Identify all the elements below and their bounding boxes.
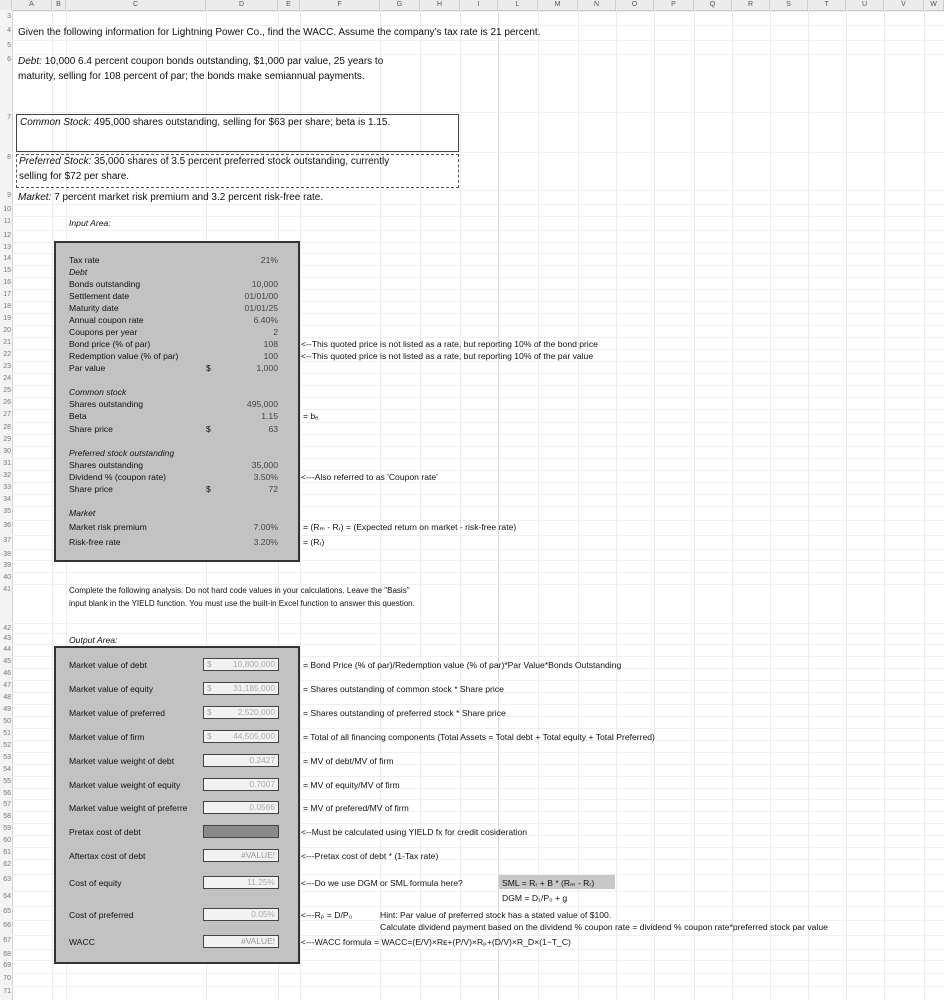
- preferred-share-price-value[interactable]: 72: [268, 484, 278, 494]
- cost-of-equity-note: <---Do we use DGM or SML formula here?: [301, 878, 463, 888]
- par-value-dollar-sign: $: [206, 363, 211, 373]
- mv-equity-cell[interactable]: [203, 682, 279, 695]
- risk-free-rate-value[interactable]: 3.20%: [253, 537, 278, 547]
- preferred-stock-box[interactable]: [16, 154, 459, 188]
- row-header-12[interactable]: 12: [0, 232, 12, 239]
- row-header-28[interactable]: 28: [0, 424, 12, 431]
- row-header-51[interactable]: 51: [0, 730, 12, 737]
- aftertax-cost-of-debt-cell[interactable]: #VALUE!: [203, 849, 279, 862]
- cost-of-equity-cell[interactable]: 11.25%: [203, 876, 279, 889]
- row-header-66[interactable]: 66: [0, 922, 12, 929]
- wacc-cell[interactable]: #VALUE!: [203, 935, 279, 948]
- row-header-38[interactable]: 38: [0, 551, 12, 558]
- weight-debt-label: Market value weight of debt: [69, 756, 175, 766]
- risk-free-rate-label: Risk-free rate: [69, 537, 121, 547]
- row-gridline: [12, 40, 944, 41]
- mv-preferred-value: 2,520,000: [237, 707, 275, 717]
- settlement-date-label: Settlement date: [69, 291, 130, 301]
- row-header-35[interactable]: 35: [0, 508, 12, 515]
- row-header-63[interactable]: 63: [0, 876, 12, 883]
- bond-price-label: Bond price (% of par): [69, 339, 151, 349]
- row-gridline: [12, 986, 944, 987]
- row-header-17[interactable]: 17: [0, 291, 12, 298]
- debt-label: Debt:: [18, 56, 42, 67]
- row-header-61[interactable]: 61: [0, 849, 12, 856]
- tax-rate-value[interactable]: 21%: [260, 255, 278, 265]
- dgm-formula: DGM = D₁/P₀ + g: [502, 893, 568, 903]
- preferred-share-price-label: Share price: [69, 484, 113, 494]
- preferred-stock-label: Preferred Stock:: [19, 156, 92, 167]
- instructions-line1: Complete the following analysis. Do not hard code values in your calculations. Leave the "Basis": [69, 586, 410, 595]
- coupons-per-year-value[interactable]: 2: [273, 327, 278, 337]
- bond-price-value[interactable]: 108: [263, 339, 278, 349]
- coupons-per-year-label: Coupons per year: [69, 327, 138, 337]
- row-gridline: [12, 190, 944, 191]
- cost-of-equity-label: Cost of equity: [69, 878, 122, 888]
- row-header-6[interactable]: 6: [0, 56, 12, 63]
- redemption-value-label: Redemption value (% of par): [69, 351, 179, 361]
- risk-free-rate-note: = (Rᵣ): [303, 537, 325, 547]
- row-header-16[interactable]: 16: [0, 279, 12, 286]
- settlement-date-value[interactable]: 01/01/00: [244, 291, 278, 301]
- col-header-t[interactable]: T: [808, 0, 846, 10]
- row-gridline: [12, 25, 944, 26]
- weight-debt-cell[interactable]: 0.2427: [203, 754, 279, 767]
- col-header-q[interactable]: Q: [694, 0, 732, 10]
- weight-preferred-label: Market value weight of preferre: [69, 803, 188, 813]
- row-header-32[interactable]: 32: [0, 472, 12, 479]
- row-gridline: [12, 11, 944, 12]
- row-gridline: [12, 112, 944, 113]
- row-header-3[interactable]: 3: [0, 13, 12, 20]
- annual-coupon-rate-label: Annual coupon rate: [69, 315, 144, 325]
- row-header-45[interactable]: 45: [0, 658, 12, 665]
- row-header-52[interactable]: 52: [0, 742, 12, 749]
- row-header-43[interactable]: 43: [0, 635, 12, 642]
- row-gridline: [12, 623, 944, 624]
- beta-note: = bₑ: [303, 411, 319, 421]
- wacc-note: <---WACC formula = WACC=(E/V)×Rᴇ+(P/V)×Rₚ+(D/V)×R_D×(1−T_C): [301, 937, 571, 947]
- output-area-title: Output Area:: [69, 635, 118, 645]
- col-header-p[interactable]: P: [654, 0, 694, 10]
- common-shares-outstanding-label: Shares outstanding: [69, 399, 144, 409]
- beta-value[interactable]: 1.15: [261, 411, 278, 421]
- preferred-shares-outstanding-value[interactable]: 35,000: [251, 460, 278, 470]
- beta-label: Beta: [69, 411, 87, 421]
- row-header-46[interactable]: 46: [0, 670, 12, 677]
- row-header-20[interactable]: 20: [0, 327, 12, 334]
- row-header-19[interactable]: 19: [0, 315, 12, 322]
- problem-intro: Given the following information for Lightning Power Co., find the WACC. Assume the company’s tax rate is 21 percent.: [18, 27, 541, 38]
- row-header-71[interactable]: 71: [0, 988, 12, 995]
- weight-preferred-cell[interactable]: 0.0566: [203, 801, 279, 814]
- row-header-11[interactable]: 11: [0, 218, 12, 225]
- row-header-50[interactable]: 50: [0, 718, 12, 725]
- row-header-49[interactable]: 49: [0, 706, 12, 713]
- mv-firm-value: 44,505,000: [233, 731, 275, 741]
- dividend-percent-label: Dividend % (coupon rate): [69, 472, 166, 482]
- row-header-7[interactable]: 7: [0, 114, 12, 121]
- common-stock-text: 495,000 shares outstanding, selling for $63 per share; beta is 1.15.: [93, 117, 391, 128]
- row-gridline: [12, 633, 944, 634]
- weight-debt-note: = MV of debt/MV of firm: [303, 756, 394, 766]
- market-description: [18, 192, 323, 203]
- row-header-36[interactable]: 36: [0, 522, 12, 529]
- hint-line1: Hint: Par value of preferred stock has a stated value of $100.: [380, 910, 612, 920]
- row-header-37[interactable]: 37: [0, 537, 12, 544]
- row-header-56[interactable]: 56: [0, 790, 12, 797]
- maturity-date-value[interactable]: 01/01/25: [244, 303, 278, 313]
- row-header-21[interactable]: 21: [0, 339, 12, 346]
- row-header-47[interactable]: 47: [0, 682, 12, 689]
- col-header-g[interactable]: G: [380, 0, 420, 10]
- mv-equity-note: = Shares outstanding of common stock * Share price: [303, 684, 504, 694]
- common-share-price-label: Share price: [69, 424, 113, 434]
- row-header-4[interactable]: 4: [0, 27, 12, 34]
- mv-equity-value: 31,185,000: [233, 683, 275, 693]
- preferred-stock-header: Preferred stock outstanding: [69, 448, 175, 458]
- row-header-62[interactable]: 62: [0, 861, 12, 868]
- weight-equity-label: Market value weight of equity: [69, 780, 181, 790]
- par-value-label: Par value: [69, 363, 106, 373]
- mv-debt-dollar-sign: $: [207, 659, 212, 669]
- par-value-value[interactable]: 1,000: [256, 363, 278, 373]
- mv-firm-label: Market value of firm: [69, 732, 145, 742]
- row-header-25[interactable]: 25: [0, 387, 12, 394]
- dividend-note: <---Also referred to as 'Coupon rate': [301, 472, 438, 482]
- col-header-n[interactable]: N: [578, 0, 616, 10]
- common-stock-label: Common Stock:: [20, 117, 92, 128]
- maturity-date-label: Maturity date: [69, 303, 119, 313]
- row-gridline: [12, 204, 944, 205]
- col-header-v[interactable]: V: [884, 0, 924, 10]
- input-area-title: Input Area:: [69, 218, 111, 228]
- mv-preferred-cell[interactable]: [203, 706, 279, 719]
- bonds-outstanding-value[interactable]: 10,000: [251, 279, 278, 289]
- market-risk-premium-note: = (Rₘ - Rᵣ) = (Expected return on market - risk-free rate): [303, 522, 517, 532]
- weight-equity-note: = MV of equity/MV of firm: [303, 780, 400, 790]
- common-stock-header: Common stock: [69, 387, 127, 397]
- row-header-65[interactable]: 65: [0, 908, 12, 915]
- mv-debt-label: Market value of debt: [69, 660, 147, 670]
- mv-debt-cell[interactable]: [203, 658, 279, 671]
- col-header-w[interactable]: W: [924, 0, 944, 10]
- row-header-22[interactable]: 22: [0, 351, 12, 358]
- row-gridline: [12, 216, 944, 217]
- row-header-24[interactable]: 24: [0, 375, 12, 382]
- row-header-55[interactable]: 55: [0, 778, 12, 785]
- preferred-stock-text-2: selling for $72 per share.: [19, 171, 130, 182]
- market-risk-premium-value[interactable]: 7.00%: [253, 522, 278, 532]
- col-header-f[interactable]: F: [300, 0, 380, 10]
- col-header-d[interactable]: D: [206, 0, 278, 10]
- row-header-58[interactable]: 58: [0, 813, 12, 820]
- row-header-10[interactable]: 10: [0, 206, 12, 213]
- mv-firm-note: = Total of all financing components (Total Assets = Total debt + Total equity + Total Preferred): [303, 732, 655, 742]
- row-header-44[interactable]: 44: [0, 646, 12, 653]
- wacc-label: WACC: [69, 937, 95, 947]
- col-header-i[interactable]: I: [460, 0, 498, 10]
- market-header: Market: [69, 508, 96, 518]
- row-header-23[interactable]: 23: [0, 363, 12, 370]
- market-risk-premium-label: Market risk premium: [69, 522, 147, 532]
- row-header-26[interactable]: 26: [0, 399, 12, 406]
- row-header-40[interactable]: 40: [0, 574, 12, 581]
- row-header-70[interactable]: 70: [0, 975, 12, 982]
- preferred-shares-outstanding-label: Shares outstanding: [69, 460, 144, 470]
- redemption-value-value[interactable]: 100: [263, 351, 278, 361]
- column-header-bar: [0, 0, 944, 11]
- row-gridline: [12, 230, 944, 231]
- common-share-price-value[interactable]: 63: [268, 424, 278, 434]
- col-header-s[interactable]: S: [770, 0, 808, 10]
- row-header-27[interactable]: 27: [0, 411, 12, 418]
- common-shares-outstanding-value[interactable]: 495,000: [246, 399, 278, 409]
- row-header-60[interactable]: 60: [0, 837, 12, 844]
- pretax-cost-of-debt-label: Pretax cost of debt: [69, 827, 141, 837]
- row-gridline: [12, 54, 944, 55]
- col-header-m[interactable]: M: [538, 0, 578, 10]
- mv-debt-note: = Bond Price (% of par)/Redemption value (% of par)*Par Value*Bonds Outstanding: [303, 660, 622, 670]
- row-gridline: [12, 152, 944, 153]
- row-header-30[interactable]: 30: [0, 448, 12, 455]
- debt-text-1: 10,000 6.4 percent coupon bonds outstanding, $1,000 par value, 25 years to: [44, 56, 384, 67]
- row-header-14[interactable]: 14: [0, 255, 12, 262]
- row-header-9[interactable]: 9: [0, 192, 12, 199]
- row-header-59[interactable]: 59: [0, 825, 12, 832]
- col-header-a[interactable]: A: [12, 0, 52, 10]
- common-share-price-dollar-sign: $: [206, 424, 211, 434]
- col-header-o[interactable]: O: [616, 0, 654, 10]
- mv-firm-dollar-sign: $: [207, 731, 212, 741]
- select-all-corner[interactable]: [0, 0, 12, 10]
- pretax-cost-of-debt-cell[interactable]: [203, 825, 279, 838]
- instructions-line2: input blank in the YIELD function. You must use the built-in Excel function to answer this question.: [69, 599, 415, 608]
- row-header-8[interactable]: 8: [0, 154, 12, 161]
- row-gridline: [12, 572, 944, 573]
- row-header-48[interactable]: 48: [0, 694, 12, 701]
- row-gridline: [12, 973, 944, 974]
- weight-preferred-note: = MV of prefered/MV of firm: [303, 803, 409, 813]
- mv-firm-cell[interactable]: [203, 730, 279, 743]
- market-text: 7 percent market risk premium and 3.2 percent risk-free rate.: [54, 192, 324, 203]
- row-gridline: [12, 644, 944, 645]
- bond-price-note: <--This quoted price is not listed as a rate, but reporting 10% of the bond price: [301, 339, 598, 349]
- hint-line2: Calculate dividend payment based on the dividend % coupon rate = dividend % coupon rate*preferred stock par value: [380, 922, 828, 932]
- mv-preferred-label: Market value of preferred: [69, 708, 166, 718]
- cost-of-preferred-note: <---Rₚ = D/P₀: [301, 910, 353, 920]
- debt-text-2: maturity, selling for 108 percent of par; the bonds make semiannual payments.: [18, 71, 365, 82]
- mv-preferred-dollar-sign: $: [207, 707, 212, 717]
- row-header-39[interactable]: 39: [0, 562, 12, 569]
- row-header-33[interactable]: 33: [0, 484, 12, 491]
- row-header-18[interactable]: 18: [0, 303, 12, 310]
- col-header-b[interactable]: B: [52, 0, 66, 10]
- row-header-54[interactable]: 54: [0, 766, 12, 773]
- col-header-l[interactable]: L: [498, 0, 538, 10]
- row-header-41[interactable]: 41: [0, 586, 12, 593]
- mv-preferred-note: = Shares outstanding of preferred stock * Share price: [303, 708, 506, 718]
- row-header-31[interactable]: 31: [0, 460, 12, 467]
- row-header-67[interactable]: 67: [0, 937, 12, 944]
- col-header-c[interactable]: C: [66, 0, 206, 10]
- mv-equity-dollar-sign: $: [207, 683, 212, 693]
- debt-header: Debt: [69, 267, 88, 277]
- sml-formula: SML = Rᵣ + B * (Rₘ - Rᵣ): [502, 878, 595, 888]
- col-header-e[interactable]: E: [278, 0, 300, 10]
- row-header-13[interactable]: 13: [0, 244, 12, 251]
- row-header-53[interactable]: 53: [0, 754, 12, 761]
- mv-equity-label: Market value of equity: [69, 684, 154, 694]
- row-header-34[interactable]: 34: [0, 496, 12, 503]
- weight-equity-cell[interactable]: 0.7007: [203, 778, 279, 791]
- col-header-r[interactable]: R: [732, 0, 770, 10]
- tax-rate-label: Tax rate: [69, 255, 100, 265]
- aftertax-note: <---Pretax cost of debt * (1-Tax rate): [301, 851, 439, 861]
- redemption-value-note: <--This quoted price is not listed as a rate, but reporting 10% of the par value: [301, 351, 594, 361]
- debt-description-line1: [18, 56, 383, 67]
- row-header-57[interactable]: 57: [0, 801, 12, 808]
- row-gridline: [12, 584, 944, 585]
- annual-coupon-rate-value[interactable]: 6.40%: [253, 315, 278, 325]
- preferred-share-price-dollar-sign: $: [206, 484, 211, 494]
- row-header-42[interactable]: 42: [0, 625, 12, 632]
- common-stock-box[interactable]: [16, 114, 459, 152]
- row-header-5[interactable]: 5: [0, 42, 12, 49]
- mv-debt-value: 10,800,000: [233, 659, 275, 669]
- cost-of-preferred-cell[interactable]: 0.05%: [203, 908, 279, 921]
- aftertax-cost-of-debt-label: Aftertax cost of debt: [69, 851, 146, 861]
- col-header-h[interactable]: H: [420, 0, 460, 10]
- row-header-15[interactable]: 15: [0, 267, 12, 274]
- row-header-68[interactable]: 68: [0, 951, 12, 958]
- market-label: Market:: [18, 192, 52, 203]
- col-header-u[interactable]: U: [846, 0, 884, 10]
- pretax-note: <--Must be calculated using YIELD fx for credit cosideration: [301, 827, 528, 837]
- cost-of-preferred-label: Cost of preferred: [69, 910, 134, 920]
- row-header-69[interactable]: 69: [0, 962, 12, 969]
- row-header-29[interactable]: 29: [0, 436, 12, 443]
- dividend-percent-value[interactable]: 3.50%: [253, 472, 278, 482]
- bonds-outstanding-label: Bonds outstanding: [69, 279, 141, 289]
- preferred-stock-text-1: 35,000 shares of 3.5 percent preferred stock outstanding, currently: [94, 156, 390, 167]
- row-header-64[interactable]: 64: [0, 893, 12, 900]
